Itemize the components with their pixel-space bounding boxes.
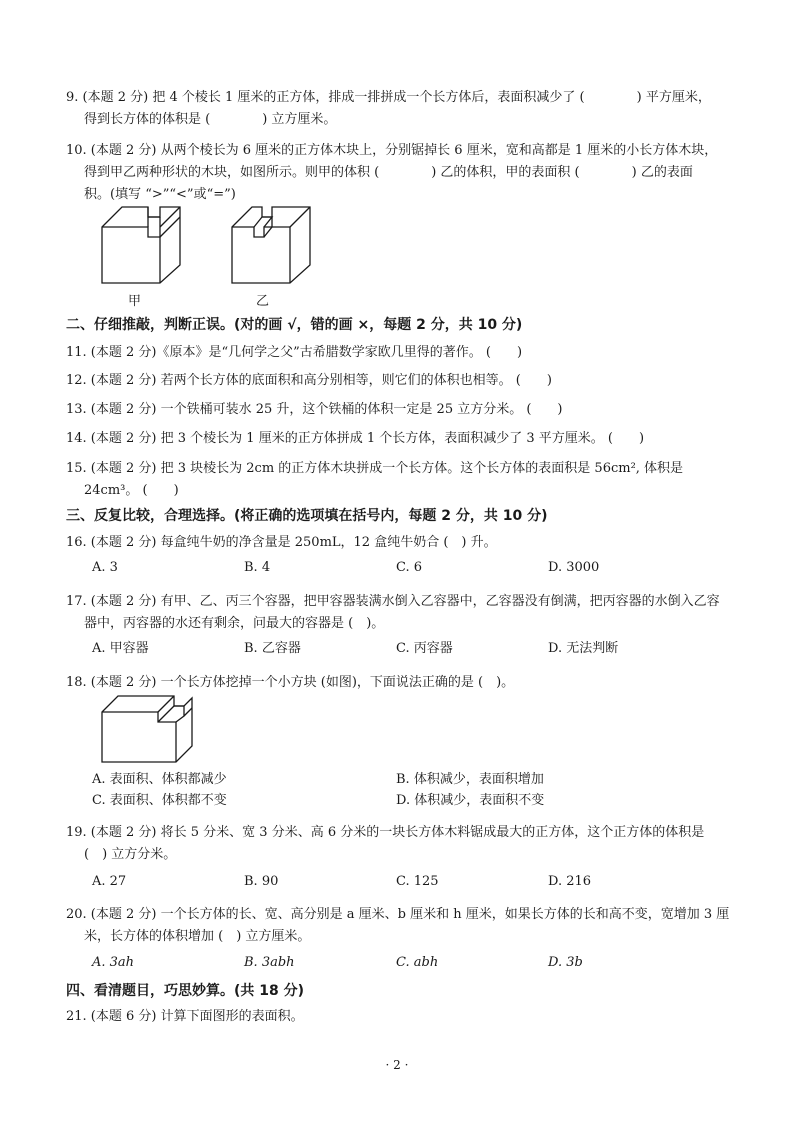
q20-option-c: C. abh [396,955,439,970]
figure-yi [230,205,314,285]
q12: 12. (本题 2 分) 若两个长方体的底面积和高分别相等，则它们的体积也相等。 ( ) [66,373,552,388]
q17-option-d: D. 无法判断 [548,641,619,656]
figure-jia [100,205,184,285]
figure-yi-label: 乙 [256,294,270,309]
q17-option-a: A. 甲容器 [92,641,149,656]
q10-line1: 10. (本题 2 分) 从两个棱长为 6 厘米的正方体木块上，分别锯掉长 6 厘米，宽和高都是 1 厘米的小长方体木块， [66,143,718,158]
q20-option-a: A. 3ah [92,955,135,970]
q18-stem: 18. (本题 2 分) 一个长方体挖掉一个小方块 (如图)，下面说法正确的是 ( )。 [66,675,515,690]
q16-stem: 16. (本题 2 分) 每盒纯牛奶的净含量是 250mL，12 盒纯牛奶合 ( ) 升。 [66,535,497,550]
q17-option-c: C. 丙容器 [396,641,453,656]
q20-option-d: D. 3b [548,955,583,970]
q9-line1: 9. (本题 2 分) 把 4 个棱长 1 厘米的正方体，排成一排拼成一个长方体后，表面积减少了 ( ) 平方厘米， [66,90,711,105]
q19-line2: ( ) 立方分米。 [84,847,177,862]
q15-line2: 24cm³。 ( ) [84,483,179,498]
q17-line2: 器中，丙容器的水还有剩余，问最大的容器是 ( )。 [84,616,385,631]
q18-option-a: A. 表面积、体积都减少 [92,772,227,787]
page-number: · 2 · [385,1058,409,1072]
q21: 21. (本题 6 分) 计算下面图形的表面积。 [66,1009,304,1024]
figure-cuboid-notch [100,694,196,764]
q14: 14. (本题 2 分) 把 3 个棱长为 1 厘米的正方体拼成 1 个长方体，表面积减少了 3 平方厘米。 ( ) [66,431,645,446]
q18-option-c: C. 表面积、体积都不变 [92,793,227,808]
section-4-heading: 四、看清题目，巧思妙算。(共 18 分) [66,983,305,999]
q15-line1: 15. (本题 2 分) 把 3 块棱长为 2cm 的正方体木块拼成一个长方体。这个长方体的表面积是 56cm², 体积是 [66,461,684,476]
q20-line2: 米，长方体的体积增加 ( ) 立方厘米。 [84,929,311,944]
q19-option-a: A. 27 [92,874,127,889]
q20-line1: 20. (本题 2 分) 一个长方体的长、宽、高分别是 a 厘米、b 厘米和 h 厘米，如果长方体的长和高不变，宽增加 3 厘 [66,907,730,922]
q16-option-b: B. 4 [244,560,271,575]
q18-option-d: D. 体积减少，表面积不变 [396,793,545,808]
q17-line1: 17. (本题 2 分) 有甲、乙、丙三个容器，把甲容器装满水倒入乙容器中，乙容器没有倒满，把丙容器的水倒入乙容 [66,594,720,609]
q16-option-c: C. 6 [396,560,423,575]
q11: 11. (本题 2 分)《原本》是“几何学之父”古希腊数学家欧几里得的著作。 ( ) [66,345,523,360]
section-3-heading: 三、反复比较，合理选择。(将正确的选项填在括号内，每题 2 分，共 10 分) [66,508,548,524]
q16-option-a: A. 3 [92,560,118,575]
q20-option-b: B. 3abh [244,955,295,970]
q13: 13. (本题 2 分) 一个铁桶可装水 25 升，这个铁桶的体积一定是 25 立方分米。 ( ) [66,402,563,417]
q18-option-b: B. 体积减少，表面积增加 [396,772,544,787]
q17-option-b: B. 乙容器 [244,641,301,656]
q10-line3: 积。(填写 “>”“<”或“=”) [84,187,236,202]
q9-line2: 得到长方体的体积是 ( ) 立方厘米。 [84,112,337,127]
figure-jia-label: 甲 [128,294,142,309]
q19-option-b: B. 90 [244,874,279,889]
q19-line1: 19. (本题 2 分) 将长 5 分米、宽 3 分米、高 6 分米的一块长方体木料锯成最大的正方体，这个正方体的体积是 [66,825,705,840]
q19-option-d: D. 216 [548,874,592,889]
section-2-heading: 二、仔细推敲，判断正误。(对的画 √，错的画 ×，每题 2 分，共 10 分) [66,317,523,333]
q19-option-c: C. 125 [396,874,439,889]
q16-option-d: D. 3000 [548,560,600,575]
q10-line2: 得到甲乙两种形状的木块，如图所示。则甲的体积 ( ) 乙的体积，甲的表面积 ( ) 乙的表面 [84,165,693,180]
